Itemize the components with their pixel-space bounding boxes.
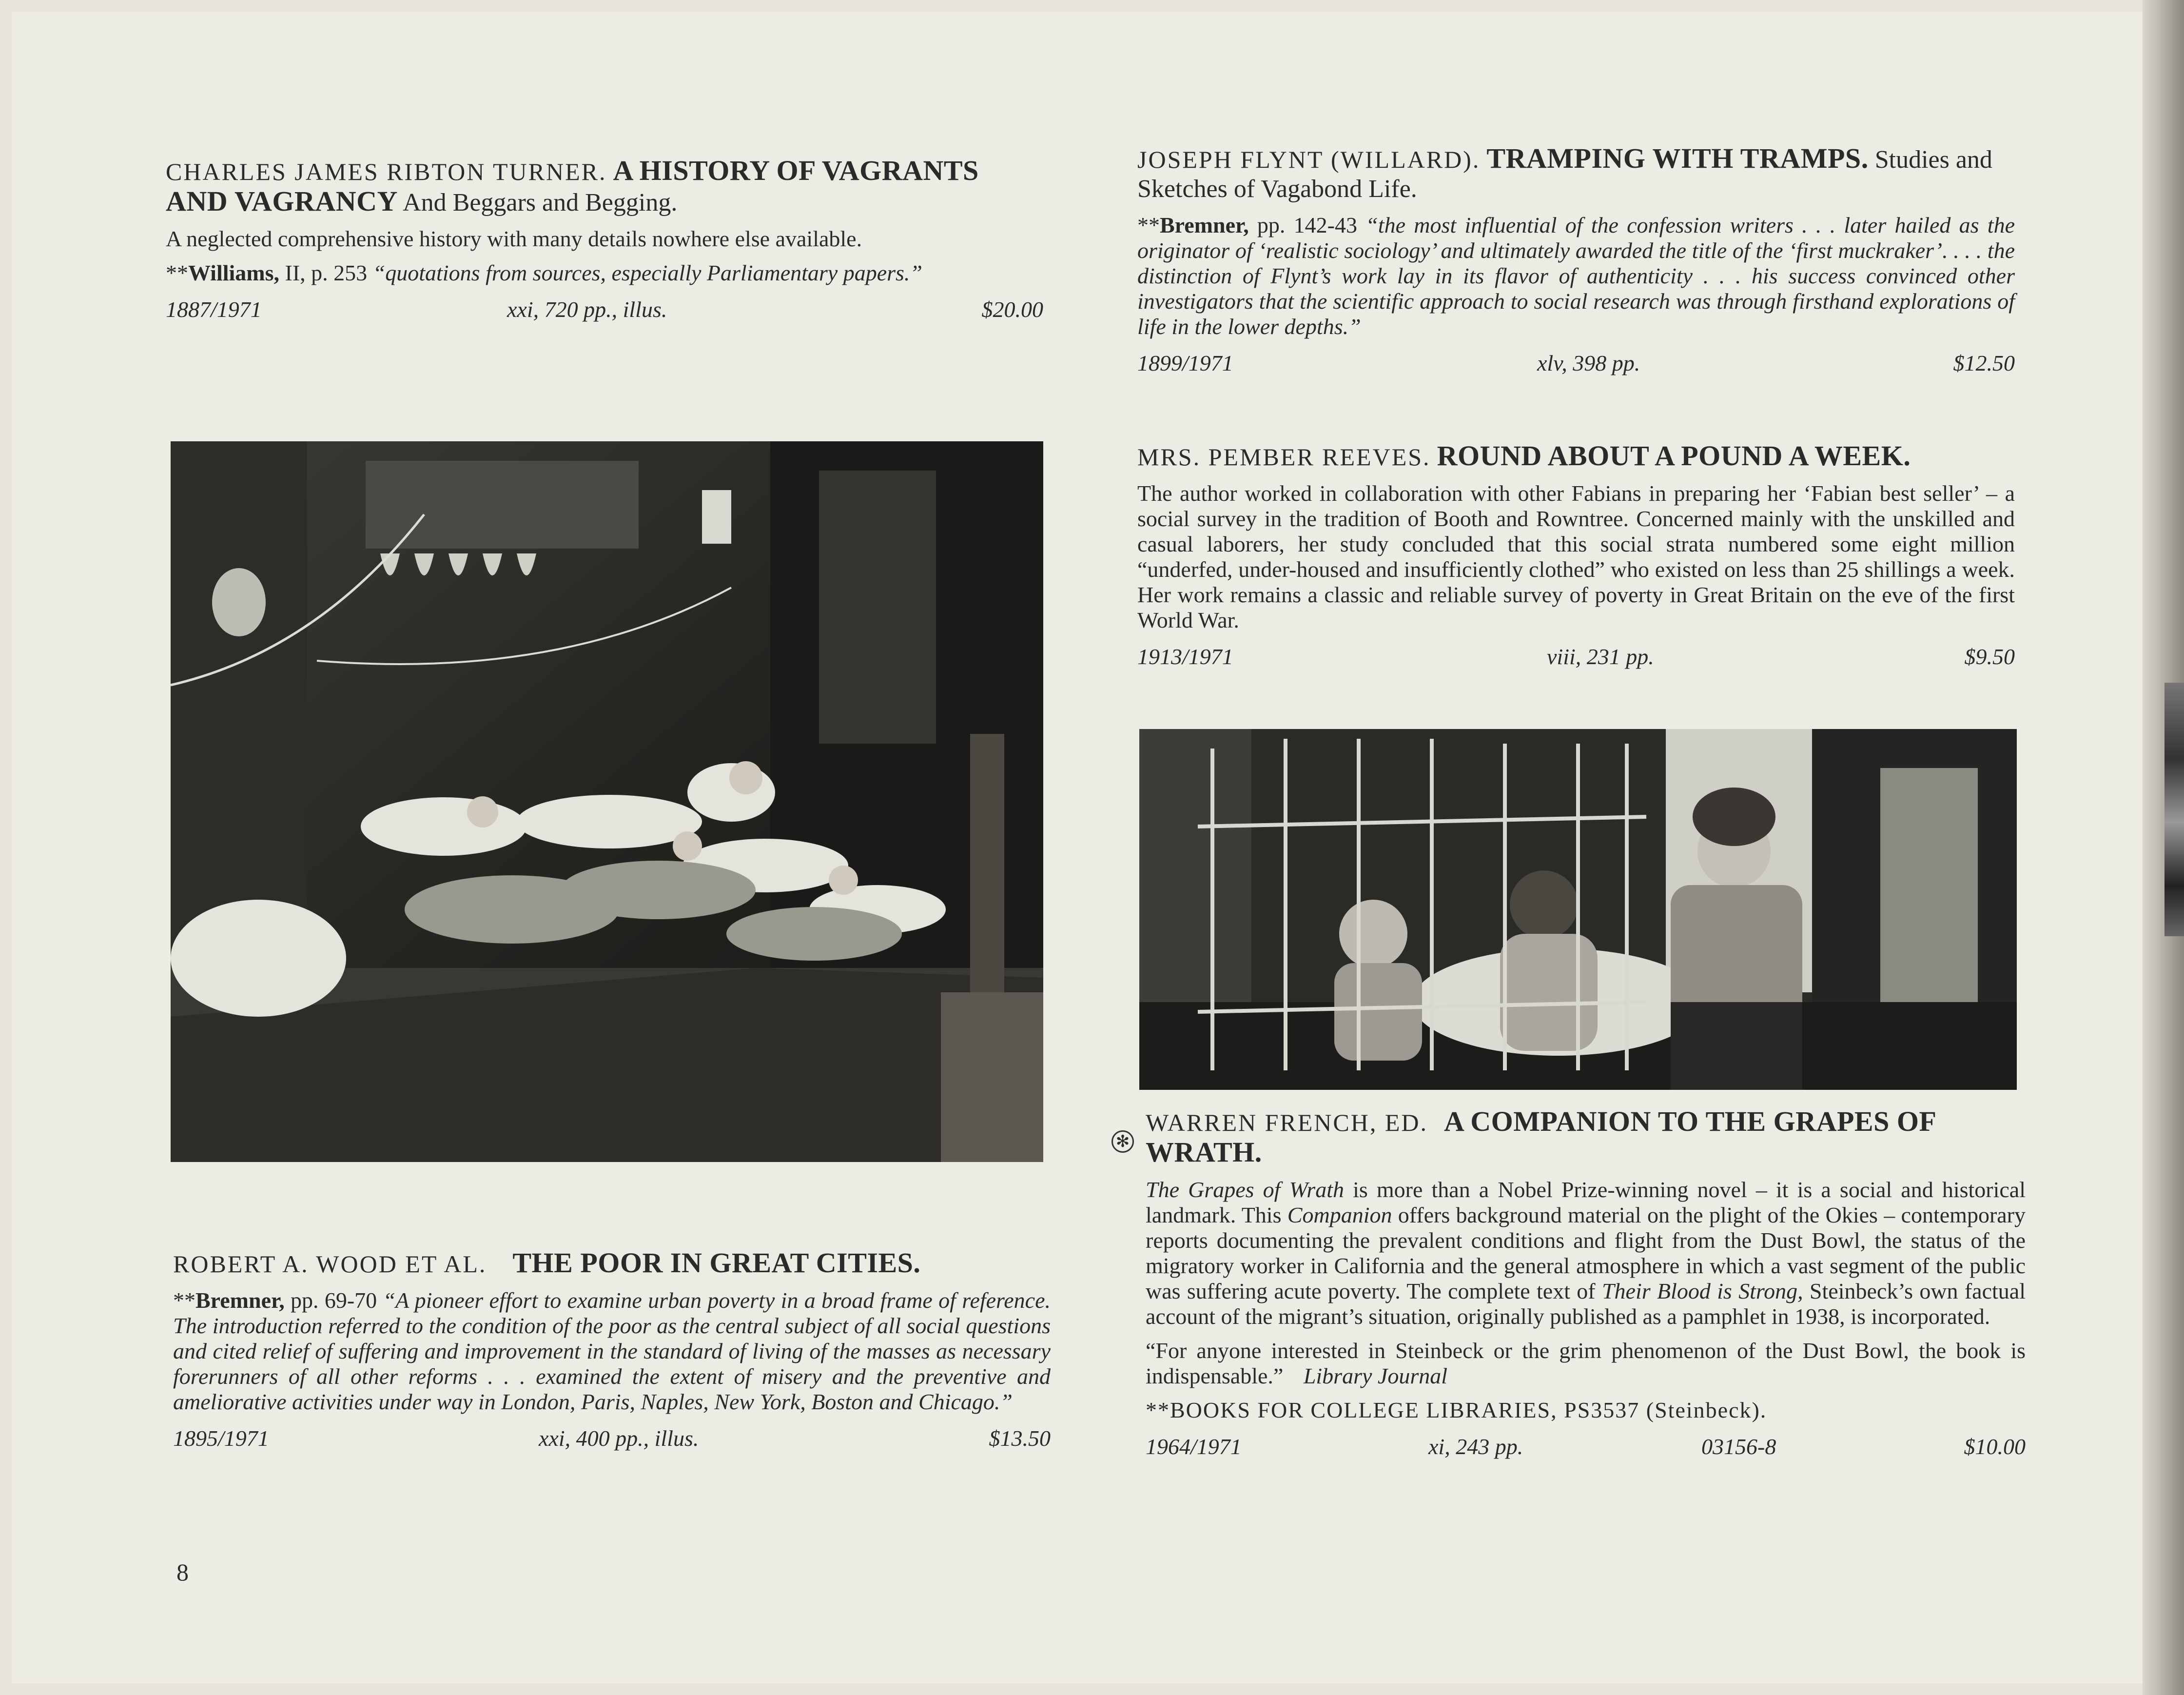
description: The Grapes of Wrath is more than a Nobel Prize-winning novel – it is a social and historical landmark. This Companion offers background material on the plight of the Okies – contemporary reports documenting the prevalent conditions and flight from the Dust Bowl, the status of the migratory worker in California and the general atmosphere in which a vast segment of the public was suffering acute poverty. The complete text of Their Blood is Strong, Steinbeck’s own factual account of the migrant’s situation, originally published as a pamphlet in 1938, is incorporated. [1146, 1177, 2026, 1329]
quote-source: Library Journal [1303, 1363, 1447, 1388]
dates: 1964/1971 [1146, 1434, 1242, 1459]
author: ROBERT A. WOOD ET AL. [173, 1250, 487, 1278]
review-quote: “For anyone interested in Steinbeck or the grim phenomenon of the Dust Bowl, the book is indispensable.” Library Journal [1146, 1338, 2026, 1388]
entry-french [1146, 1107, 2026, 1463]
title: A HISTORY OF VAGRANTS AND VAGRANCY [166, 155, 979, 217]
author: CHARLES JAMES RIBTON TURNER. [166, 158, 607, 185]
entry-heading [173, 1248, 1051, 1279]
price: $9.50 [1964, 644, 2015, 669]
price: $12.50 [1953, 351, 2015, 375]
title: ROUND ABOUT A POUND A WEEK. [1437, 440, 1911, 472]
price: $20.00 [981, 297, 1043, 322]
pages: xxi, 720 pp., illus. [507, 297, 667, 322]
reference: **Williams, II, p. 253 “quotations from sources, especially Parliamentary papers.” [166, 260, 923, 285]
author: WARREN FRENCH, ED. [1146, 1109, 1428, 1136]
dates: 1887/1971 [166, 297, 262, 322]
photo-sleepers-image [171, 441, 1043, 1162]
facing-page-photo-edge [2164, 683, 2184, 936]
pages: xlv, 398 pp. [1537, 351, 1640, 375]
title: TRAMPING WITH TRAMPS. [1486, 142, 1869, 174]
pages: xi, 243 pp. [1428, 1434, 1523, 1459]
photo-tenement-sleepers [171, 441, 1043, 1162]
price: $10.00 [1964, 1434, 2026, 1459]
pages: viii, 231 pp. [1547, 644, 1654, 669]
ref-quote: “quotations from sources, especially Parliamentary papers.” [372, 260, 923, 285]
reference: **Bremner, pp. 142-43 “the most influential of the confession writers . . . later hailed as the originator of ‘realistic sociology’ and ultimately awarded the title of the ‘first muckraker’. . . . the distinction of Flynt’s work lay in its flavor of authenticity . . . his success convinced other investigators that the scientific approach to social research was through firsthand explorations of life in the lower depths.” [1137, 213, 2015, 339]
author: JOSEPH FLYNT (WILLARD). [1137, 146, 1481, 173]
pub-info [1146, 1434, 2026, 1463]
title: A COMPANION TO THE GRAPES OF WRATH. [1146, 1105, 1936, 1168]
subtitle: And Beggars and Begging. [403, 189, 678, 217]
ref-quote: “A pioneer effort to examine urban poverty in a broad frame of reference. The introduction referred to the condition of the poor as the central subject of all social questions and cited relief of suffering and improvement in the standard of living of the masses as necessary forerunners of all other reforms . . . examined the extent of misery and the preventive and ameliorative activities under way in London, Paris, Naples, New York, Boston and Chicago.” [173, 1288, 1051, 1414]
entry-heading [1137, 441, 2015, 472]
ref-name: Bremner, [1160, 213, 1249, 237]
subtitle: Studies and Sketches of Vagabond Life. [1137, 146, 1992, 203]
page-number: 8 [176, 1558, 189, 1586]
description: A neglected comprehensive history with many details nowhere else available. [166, 226, 862, 251]
pub-info [1137, 644, 2015, 673]
title: THE POOR IN GREAT CITIES. [512, 1247, 921, 1279]
entry-heading [166, 156, 1043, 217]
new-title-star-icon: ✻ [1112, 1130, 1134, 1153]
dates: 1899/1971 [1137, 351, 1233, 375]
ref-quote: “the most influential of the confession writers . . . later hailed as the originator of ‘realistic sociology’ and ultimately awarded the title of the ‘first muckraker’. . . . the distinction of Flynt’s work lay in its flavor of authenticity . . . his success convinced other investigators that the scientific approach to social research was through firsthand explorations of life in the lower depths.” [1137, 213, 2015, 339]
reference: **BOOKS FOR COLLEGE LIBRARIES, PS3537 (Steinbeck). [1146, 1398, 1767, 1422]
description: The author worked in collaboration with other Fabians in preparing her ‘Fabian best seller’ – a social survey in the tradition of Booth and Rowntree. Concerned mainly with the unskilled and casual laborers, her study concluded that this social strata numbered some eight million “underfed, under-housed and insufficiently clothed” who existed on less than 25 shillings a week. Her work remains a classic and reliable survey of poverty in Great Britain on the eve of the first World War. [1137, 481, 2015, 632]
pub-info [173, 1425, 1051, 1455]
ref-name: Williams, [188, 260, 280, 285]
ref-name: Bremner, [195, 1288, 285, 1313]
entry-reeves [1137, 441, 2015, 673]
reference: **Bremner, pp. 69-70 “A pioneer effort to examine urban poverty in a broad frame of reference. The introduction referred to the condition of the poor as the central subject of all social questions and cited relief of suffering and improvement in the standard of living of the masses as necessary forerunners of all other reforms . . . examined the extent of misery and the preventive and ameliorative activities under way in London, Paris, Naples, New York, Boston and Chicago.” [173, 1288, 1051, 1414]
pub-info [1137, 350, 2015, 379]
pub-info [166, 296, 1043, 326]
entry-heading [1137, 144, 2015, 204]
price: $13.50 [989, 1426, 1051, 1451]
photo-mother-children-bed [1139, 729, 2017, 1090]
dates: 1913/1971 [1137, 644, 1233, 669]
entry-wood [173, 1248, 1051, 1455]
photo-bed-image [1139, 729, 2017, 1090]
entry-turner [166, 156, 1043, 326]
isbn-code: 03156-8 [1701, 1434, 1776, 1459]
entry-heading [1146, 1107, 2026, 1168]
dates: 1895/1971 [173, 1426, 269, 1451]
pages: xxi, 400 pp., illus. [539, 1426, 699, 1451]
author: MRS. PEMBER REEVES. [1137, 443, 1431, 471]
entry-flynt [1137, 144, 2015, 379]
